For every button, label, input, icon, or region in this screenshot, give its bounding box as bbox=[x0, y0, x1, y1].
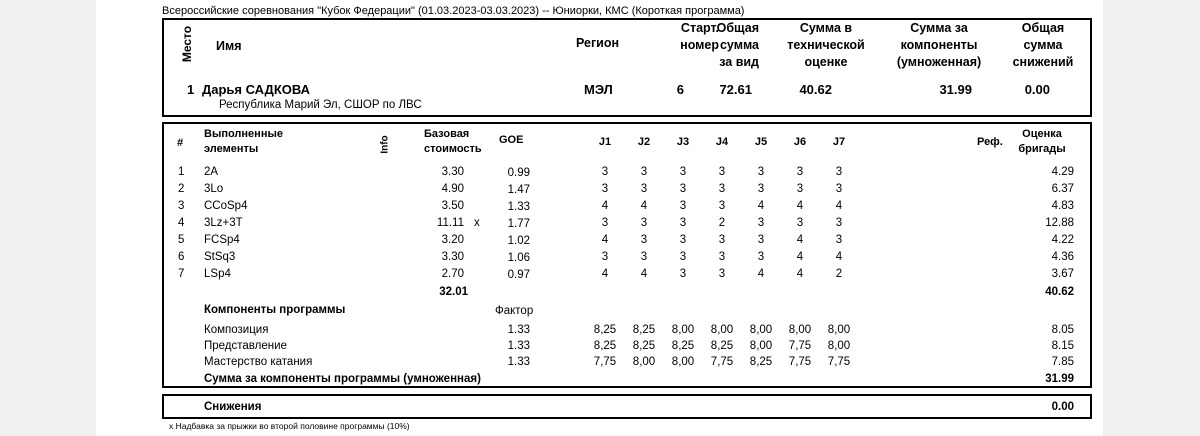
judge-score: 4 bbox=[796, 234, 804, 246]
element-score: 4.36 bbox=[1051, 251, 1074, 263]
skater-tes: 40.62 bbox=[799, 82, 832, 97]
judge-score: 3 bbox=[757, 234, 765, 246]
component-factor: 1.33 bbox=[507, 324, 530, 336]
element-no: 3 bbox=[178, 200, 185, 212]
element-score: 4.22 bbox=[1051, 234, 1074, 246]
judge-score: 3 bbox=[718, 183, 726, 195]
judge-score: 3 bbox=[757, 251, 765, 263]
judge-header: J4 bbox=[715, 136, 729, 148]
component-score: 8.15 bbox=[1051, 340, 1074, 352]
judge-score: 4 bbox=[601, 200, 609, 212]
component-judge-score: 8,25 bbox=[749, 356, 773, 368]
skater-rank: 1 bbox=[187, 82, 195, 97]
skater-region: МЭЛ bbox=[584, 82, 613, 97]
element-name: FCSp4 bbox=[204, 234, 240, 246]
component-factor: 1.33 bbox=[507, 356, 530, 368]
component-judge-score: 8,00 bbox=[788, 324, 812, 336]
component-judge-score: 7,75 bbox=[788, 340, 812, 352]
judge-score: 4 bbox=[601, 234, 609, 246]
header-info: Info bbox=[379, 135, 391, 154]
judge-score: 3 bbox=[718, 251, 726, 263]
footnote: x Надбавка за прыжки во второй половине программы (10%) bbox=[169, 421, 410, 431]
component-name: Представление bbox=[204, 340, 287, 352]
judge-score: 3 bbox=[679, 234, 687, 246]
element-base: 3.50 bbox=[441, 200, 464, 212]
judge-score: 3 bbox=[796, 166, 804, 178]
judge-score: 3 bbox=[757, 217, 765, 229]
judge-header: J2 bbox=[637, 136, 651, 148]
element-base: 3.30 bbox=[441, 166, 464, 178]
component-judge-score: 8,00 bbox=[671, 356, 695, 368]
judge-score: 4 bbox=[601, 268, 609, 280]
component-judge-score: 8,25 bbox=[632, 324, 656, 336]
judge-score: 3 bbox=[718, 234, 726, 246]
judge-header: J5 bbox=[754, 136, 768, 148]
element-bonus-mark: x bbox=[474, 217, 480, 229]
component-judge-score: 7,75 bbox=[827, 356, 851, 368]
judge-score: 4 bbox=[640, 200, 648, 212]
component-judge-score: 8,00 bbox=[749, 340, 773, 352]
component-judge-score: 8,00 bbox=[671, 324, 695, 336]
element-name: StSq3 bbox=[204, 251, 236, 263]
element-base: 4.90 bbox=[441, 183, 464, 195]
element-goe: 0.97 bbox=[507, 269, 530, 281]
component-factor: 1.33 bbox=[507, 340, 530, 352]
component-judge-score: 8,25 bbox=[593, 340, 617, 352]
component-judge-score: 7,75 bbox=[710, 356, 734, 368]
element-no: 6 bbox=[178, 251, 185, 263]
component-name: Мастерство катания bbox=[204, 356, 313, 368]
header-score: Оценка бригады bbox=[1018, 128, 1066, 155]
judge-score: 4 bbox=[835, 251, 843, 263]
judge-score: 3 bbox=[640, 217, 648, 229]
judge-score: 3 bbox=[835, 217, 843, 229]
skater-total: 72.61 bbox=[719, 82, 752, 97]
score-sheet bbox=[96, 0, 1103, 436]
header-base: Базовая стоимость bbox=[424, 128, 482, 155]
element-name: 3Lo bbox=[204, 183, 224, 195]
element-no: 7 bbox=[178, 268, 185, 280]
element-score: 4.29 bbox=[1051, 166, 1074, 178]
judge-score: 3 bbox=[796, 217, 804, 229]
components-total: 31.99 bbox=[1045, 373, 1074, 385]
judge-score: 3 bbox=[601, 183, 609, 195]
header-elements: Выполненные элементы bbox=[204, 128, 283, 155]
judge-score: 3 bbox=[640, 251, 648, 263]
element-no: 2 bbox=[178, 183, 185, 195]
components-title: Компоненты программы bbox=[204, 304, 346, 316]
judge-score: 4 bbox=[796, 251, 804, 263]
component-judge-score: 8,00 bbox=[827, 324, 851, 336]
component-judge-score: 8,00 bbox=[632, 356, 656, 368]
header-goe: GOE bbox=[499, 134, 524, 146]
judge-score: 3 bbox=[835, 234, 843, 246]
judge-score: 3 bbox=[640, 166, 648, 178]
judge-score: 3 bbox=[640, 183, 648, 195]
header-name: Имя bbox=[216, 39, 242, 53]
judge-score: 3 bbox=[679, 183, 687, 195]
component-judge-score: 8,25 bbox=[710, 340, 734, 352]
judge-score: 3 bbox=[757, 166, 765, 178]
element-base: 2.70 bbox=[441, 268, 464, 280]
element-goe: 1.77 bbox=[507, 218, 530, 230]
deductions-label: Снижения bbox=[204, 401, 262, 413]
header-ref: Реф. bbox=[977, 136, 1003, 148]
component-judge-score: 7,75 bbox=[593, 356, 617, 368]
element-base: 3.20 bbox=[441, 234, 464, 246]
element-base: 3.30 bbox=[441, 251, 464, 263]
element-name: 3Lz+3T bbox=[204, 217, 243, 229]
component-judge-score: 8,00 bbox=[710, 324, 734, 336]
base-total: 32.01 bbox=[439, 286, 468, 298]
element-score: 6.37 bbox=[1051, 183, 1074, 195]
judge-header: J3 bbox=[676, 136, 690, 148]
element-goe: 1.33 bbox=[507, 201, 530, 213]
judge-header: J6 bbox=[793, 136, 807, 148]
header-deductions: Общая сумма снижений bbox=[1012, 21, 1074, 69]
judge-score: 3 bbox=[796, 183, 804, 195]
element-goe: 0.99 bbox=[507, 167, 530, 179]
judge-score: 3 bbox=[757, 183, 765, 195]
factor-label: Фактор bbox=[495, 305, 534, 317]
judge-score: 3 bbox=[679, 200, 687, 212]
element-goe: 1.02 bbox=[507, 235, 530, 247]
judge-score: 4 bbox=[796, 268, 804, 280]
judge-score: 2 bbox=[835, 268, 843, 280]
judge-score: 3 bbox=[835, 166, 843, 178]
element-no: 4 bbox=[178, 217, 185, 229]
header-no: # bbox=[177, 137, 184, 149]
element-score: 12.88 bbox=[1045, 217, 1074, 229]
element-name: LSp4 bbox=[204, 268, 231, 280]
component-judge-score: 8,00 bbox=[827, 340, 851, 352]
judge-score: 4 bbox=[835, 200, 843, 212]
component-judge-score: 8,00 bbox=[749, 324, 773, 336]
skater-pcs: 31.99 bbox=[939, 82, 972, 97]
header-region: Регион bbox=[576, 36, 620, 50]
element-score: 4.83 bbox=[1051, 200, 1074, 212]
judge-score: 2 bbox=[718, 217, 726, 229]
judge-score: 3 bbox=[640, 234, 648, 246]
element-base: 11.11 bbox=[436, 217, 464, 229]
component-judge-score: 7,75 bbox=[788, 356, 812, 368]
components-total-label: Сумма за компоненты программы (умноженная) bbox=[204, 373, 481, 385]
judge-score: 4 bbox=[757, 200, 765, 212]
judge-score: 3 bbox=[718, 200, 726, 212]
element-no: 5 bbox=[178, 234, 185, 246]
header-rank: Место bbox=[180, 25, 194, 63]
judge-score: 4 bbox=[640, 268, 648, 280]
judge-header: J1 bbox=[598, 136, 612, 148]
judge-score: 3 bbox=[718, 268, 726, 280]
judge-header: J7 bbox=[832, 136, 846, 148]
deductions-value: 0.00 bbox=[1051, 401, 1074, 413]
tes-total: 40.62 bbox=[1045, 286, 1074, 298]
element-goe: 1.47 bbox=[507, 184, 530, 196]
component-judge-score: 8,25 bbox=[593, 324, 617, 336]
element-goe: 1.06 bbox=[507, 252, 530, 264]
element-name: CCoSp4 bbox=[204, 200, 248, 212]
judge-score: 3 bbox=[679, 251, 687, 263]
judge-score: 3 bbox=[679, 268, 687, 280]
component-judge-score: 8,25 bbox=[671, 340, 695, 352]
element-score: 3.67 bbox=[1051, 268, 1074, 280]
header-tes: Сумма в технической оценке bbox=[787, 21, 865, 69]
judge-score: 4 bbox=[757, 268, 765, 280]
judge-score: 3 bbox=[679, 166, 687, 178]
header-total: Общая сумма за вид bbox=[716, 21, 759, 69]
component-judge-score: 8,25 bbox=[632, 340, 656, 352]
element-name: 2A bbox=[204, 166, 219, 178]
judge-score: 4 bbox=[796, 200, 804, 212]
skater-club: Республика Марий Эл, СШОР по ЛВС bbox=[219, 99, 422, 111]
component-score: 7.85 bbox=[1051, 356, 1074, 368]
judge-score: 3 bbox=[835, 183, 843, 195]
skater-name: Дарья САДКОВА bbox=[202, 82, 310, 97]
judge-score: 3 bbox=[601, 166, 609, 178]
judge-score: 3 bbox=[601, 217, 609, 229]
judge-score: 3 bbox=[601, 251, 609, 263]
skater-deductions: 0.00 bbox=[1024, 82, 1050, 97]
judge-score: 3 bbox=[679, 217, 687, 229]
component-name: Композиция bbox=[204, 324, 269, 336]
deductions-box bbox=[162, 394, 1092, 419]
element-no: 1 bbox=[178, 166, 185, 178]
event-title: Всероссийские соревнования "Кубок Федерации" (01.03.2023-03.03.2023) -- Юниорки, КМС (Короткая программа) bbox=[162, 5, 745, 17]
component-score: 8.05 bbox=[1051, 324, 1074, 336]
header-start: Старт. номер bbox=[680, 21, 719, 52]
header-pcs: Сумма за компоненты (умноженная) bbox=[896, 21, 982, 69]
skater-start-no: 6 bbox=[676, 82, 684, 97]
judge-score: 3 bbox=[718, 166, 726, 178]
